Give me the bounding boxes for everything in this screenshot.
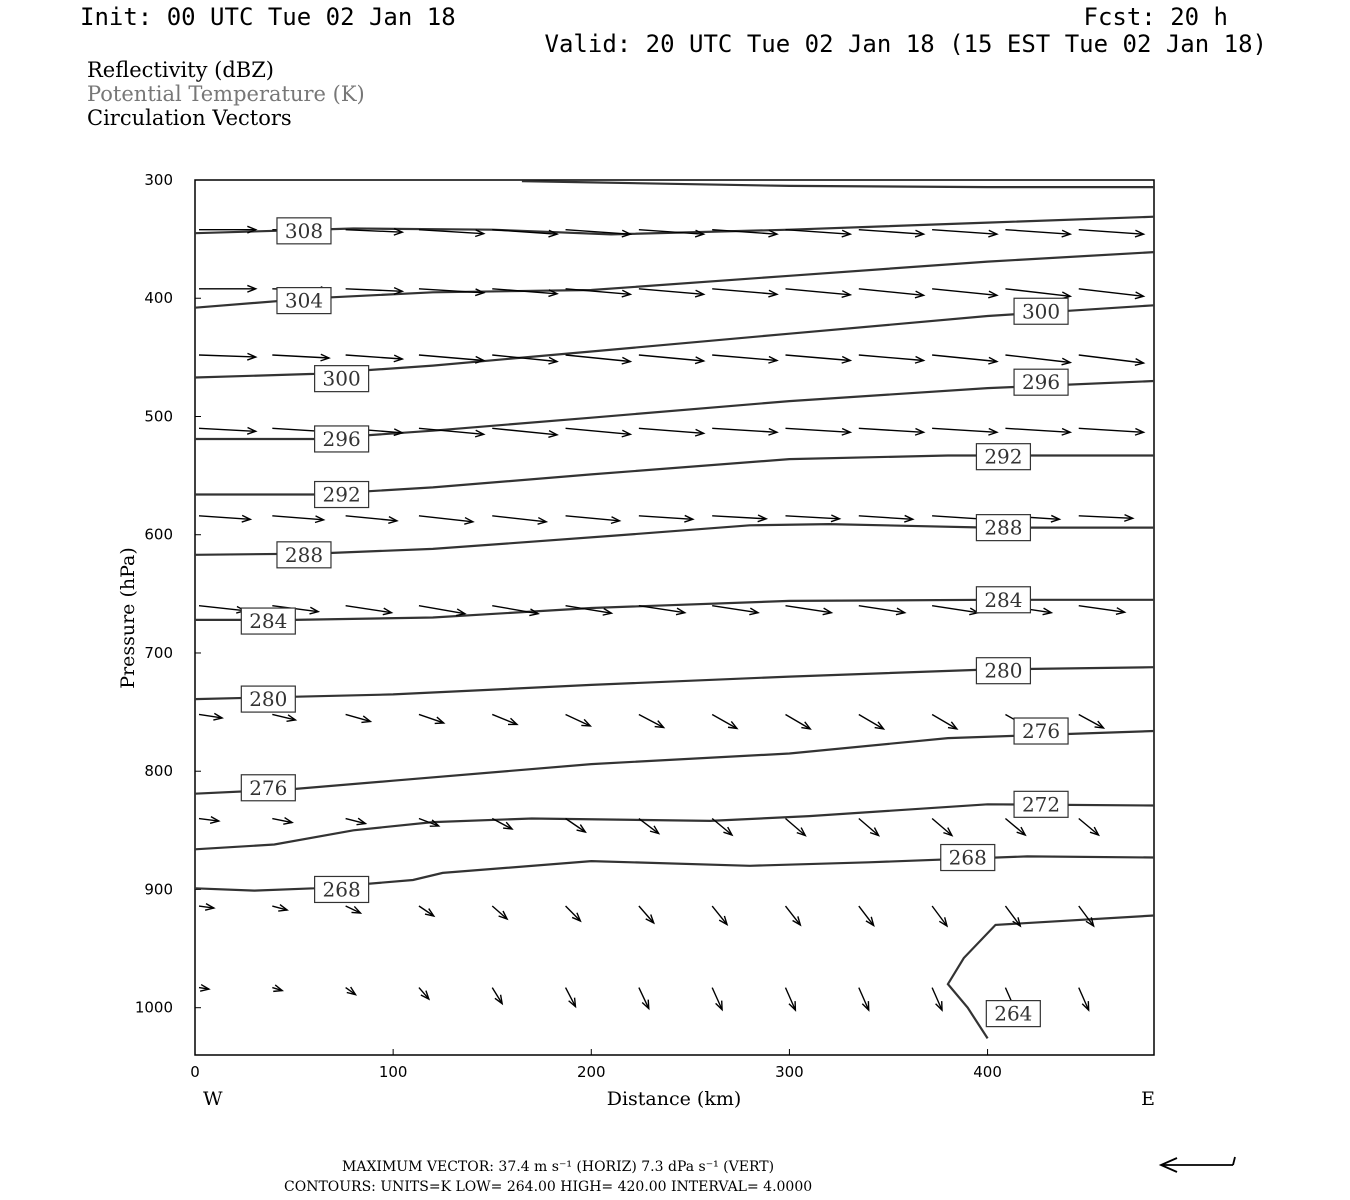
circulation-vector [639, 906, 654, 923]
circulation-vector [712, 515, 766, 522]
circulation-vector [199, 353, 256, 360]
contour-label [1014, 298, 1068, 324]
svg-text:268: 268 [322, 877, 361, 902]
circulation-vector [566, 819, 586, 833]
circulation-vector [419, 516, 473, 524]
y-tick-label: 800 [144, 762, 173, 781]
x-tick-label: 100 [378, 1063, 408, 1081]
circulation-vector [639, 714, 664, 727]
circulation-vector [639, 606, 685, 615]
svg-text:264: 264 [994, 1001, 1033, 1026]
circulation-vector [566, 714, 591, 726]
contour-label [941, 845, 995, 871]
svg-text:296: 296 [1021, 370, 1061, 395]
x-tick-label: 200 [576, 1063, 606, 1081]
circulation-vector [492, 906, 507, 919]
circulation-vector [492, 516, 546, 524]
theta-contour-312 [522, 181, 1154, 187]
circulation-vector [1005, 230, 1070, 237]
svg-text:276: 276 [1021, 719, 1061, 744]
circulation-vector [1005, 819, 1025, 836]
circulation-vector [566, 428, 631, 437]
circulation-vector [1079, 606, 1125, 615]
legend-circulation-vectors: Circulation Vectors [87, 106, 292, 130]
valid-time: Valid: 20 UTC Tue 02 Jan 18 (15 EST Tue 02 Jan 18) [544, 30, 1267, 58]
circulation-vector [712, 289, 777, 297]
circulation-vector [199, 428, 256, 435]
svg-text:272: 272 [1021, 792, 1061, 817]
svg-text:300: 300 [1021, 299, 1061, 324]
circulation-vector [419, 714, 444, 723]
contour-label [315, 876, 369, 902]
circulation-vector [785, 289, 850, 298]
y-tick-label: 600 [144, 525, 173, 544]
circulation-vector [1079, 819, 1099, 836]
circulation-vector [492, 988, 502, 1004]
circulation-vector [199, 817, 219, 824]
circulation-vector [1005, 355, 1070, 365]
y-tick-label: 900 [144, 880, 173, 899]
circulation-vector [785, 606, 831, 615]
contour-label [1014, 791, 1068, 817]
circulation-vector [199, 713, 222, 720]
y-tick-label: 300 [144, 171, 173, 189]
circulation-vector [932, 289, 997, 298]
circulation-vector [272, 354, 329, 361]
circulation-vector [712, 988, 722, 1010]
maximum-vector-text: MAXIMUM VECTOR: 37.4 m s⁻¹ (HORIZ) 7.3 dPa s⁻¹ (VERT) [342, 1159, 775, 1175]
circulation-vector [859, 515, 913, 522]
circulation-vector [1079, 988, 1089, 1011]
circulation-vector [932, 355, 997, 364]
circulation-vector [272, 714, 295, 721]
svg-text:284: 284 [249, 609, 288, 634]
reference-vector-arrow-icon [1161, 1157, 1235, 1172]
contour-label [315, 482, 369, 508]
circulation-vector [346, 606, 392, 615]
circulation-vector [785, 714, 810, 729]
svg-text:304: 304 [284, 288, 324, 313]
legend-potential-temperature: Potential Temperature (K) [87, 82, 365, 106]
theta-contour-276 [195, 731, 1154, 794]
circulation-vector [712, 606, 758, 615]
circulation-vector [859, 906, 874, 926]
svg-text:288: 288 [284, 542, 324, 567]
y-axis-label: Pressure (hPa) [117, 547, 139, 689]
contour-label [1014, 369, 1068, 395]
circulation-vector [639, 289, 704, 297]
svg-text:280: 280 [984, 658, 1023, 683]
circulation-vector [1005, 289, 1070, 299]
circulation-vector [1079, 230, 1144, 237]
contour-label [241, 686, 295, 712]
contour-label [315, 366, 369, 392]
circulation-vector [346, 987, 356, 995]
contour-label [277, 288, 331, 314]
x-tick-label: 300 [775, 1063, 804, 1081]
circulation-vector [1079, 428, 1144, 435]
svg-text:292: 292 [984, 444, 1023, 469]
y-tick-label: 1000 [134, 998, 173, 1017]
circulation-vector [1079, 714, 1104, 728]
contour-label [277, 218, 331, 244]
y-tick-label: 700 [144, 643, 173, 662]
circulation-vector [932, 714, 957, 729]
contour-label [277, 542, 331, 568]
circulation-vector [199, 285, 256, 292]
contour-label [315, 426, 369, 452]
circulation-vector [859, 289, 924, 298]
circulation-vector [1079, 355, 1144, 365]
circulation-vector [419, 230, 484, 237]
x-tick-label: 400 [973, 1063, 1002, 1081]
circulation-vector [859, 988, 869, 1011]
contour-labels [241, 218, 1068, 1027]
circulation-vector [1079, 515, 1133, 522]
contour-label [241, 608, 295, 634]
circulation-vector [346, 714, 371, 722]
circulation-vector [785, 428, 850, 435]
legend-reflectivity: Reflectivity (dBZ) [87, 58, 275, 82]
circulation-vector [419, 906, 434, 916]
circulation-vector [859, 428, 924, 435]
circulation-vector [932, 906, 947, 926]
x-axis-west-label: W [203, 1088, 223, 1110]
theta-contour-304 [195, 252, 1154, 308]
x-axis-label: Distance (km) [606, 1088, 742, 1110]
contour-label [976, 587, 1030, 613]
circulation-vector [859, 606, 905, 615]
y-axis [135, 171, 201, 1017]
contour-label [1014, 718, 1068, 744]
circulation-vector [785, 906, 800, 925]
circulation-vector [492, 714, 517, 724]
circulation-vector [199, 904, 214, 911]
circulation-vector [1079, 289, 1144, 299]
circulation-vector [859, 355, 924, 363]
circulation-vector [199, 515, 250, 522]
circulation-vector [566, 516, 620, 524]
circulation-vector [492, 428, 557, 437]
circulation-vector [932, 988, 942, 1011]
circulation-vector [419, 606, 465, 616]
circulation-vector [859, 714, 884, 729]
circulation-vector [566, 988, 576, 1007]
svg-text:292: 292 [322, 482, 361, 507]
circulation-vector [712, 428, 777, 435]
circulation-vector [932, 230, 997, 237]
init-time: Init: 00 UTC Tue 02 Jan 18 [80, 3, 456, 31]
y-tick-label: 400 [144, 289, 173, 308]
circulation-vector [639, 355, 704, 364]
circulation-vector [346, 355, 403, 362]
svg-text:308: 308 [284, 218, 324, 243]
contour-label [976, 658, 1030, 684]
circulation-vector [932, 428, 997, 435]
svg-text:284: 284 [984, 587, 1023, 612]
circulation-vector [346, 818, 366, 824]
svg-text:300: 300 [322, 366, 361, 391]
circulation-vector [785, 355, 850, 363]
circulation-vector [199, 606, 245, 613]
circulation-vector [639, 515, 693, 522]
circulation-vector [272, 985, 282, 991]
circulation-vector [272, 905, 287, 911]
circulation-vector [346, 516, 397, 524]
contour-info-text: CONTOURS: UNITS=K LOW= 264.00 HIGH= 420.00 INTERVAL= 4.0000 [284, 1179, 813, 1195]
x-tick-label: 0 [190, 1063, 200, 1081]
circulation-vector [785, 515, 839, 522]
contour-label [986, 1001, 1040, 1027]
circulation-vector [199, 985, 209, 992]
circulation-vector [785, 819, 805, 836]
circulation-vector [859, 230, 924, 237]
x-axis [190, 1049, 1002, 1081]
svg-text:268: 268 [948, 845, 987, 870]
circulation-vector [1005, 428, 1070, 435]
y-tick-label: 500 [144, 407, 173, 426]
contour-label [976, 444, 1030, 470]
theta-contour-272 [195, 804, 1154, 849]
circulation-vector [712, 355, 777, 363]
circulation-vector [785, 988, 795, 1011]
circulation-vector [639, 988, 649, 1009]
svg-text:280: 280 [249, 687, 288, 712]
circulation-vector [419, 988, 429, 1000]
circulation-vector [712, 906, 727, 925]
circulation-vector [639, 428, 704, 436]
svg-text:276: 276 [249, 775, 288, 800]
circulation-vector [346, 906, 361, 913]
circulation-vector [932, 606, 978, 615]
svg-text:296: 296 [322, 426, 361, 451]
x-axis-east-label: E [1141, 1088, 1155, 1110]
svg-text:288: 288 [984, 515, 1023, 540]
circulation-vector [712, 714, 737, 728]
circulation-vector [1079, 906, 1094, 926]
contour-label [976, 515, 1030, 541]
circulation-vector [272, 818, 292, 825]
circulation-vector [272, 516, 323, 523]
circulation-vector [859, 819, 879, 836]
contour-label [241, 775, 295, 801]
theta-contour-264 [948, 916, 1154, 1039]
circulation-vector [566, 355, 631, 364]
circulation-vector [785, 230, 850, 237]
circulation-vector [566, 906, 581, 921]
circulation-vector [932, 819, 952, 836]
forecast-hour: Fcst: 20 h [1083, 3, 1228, 31]
